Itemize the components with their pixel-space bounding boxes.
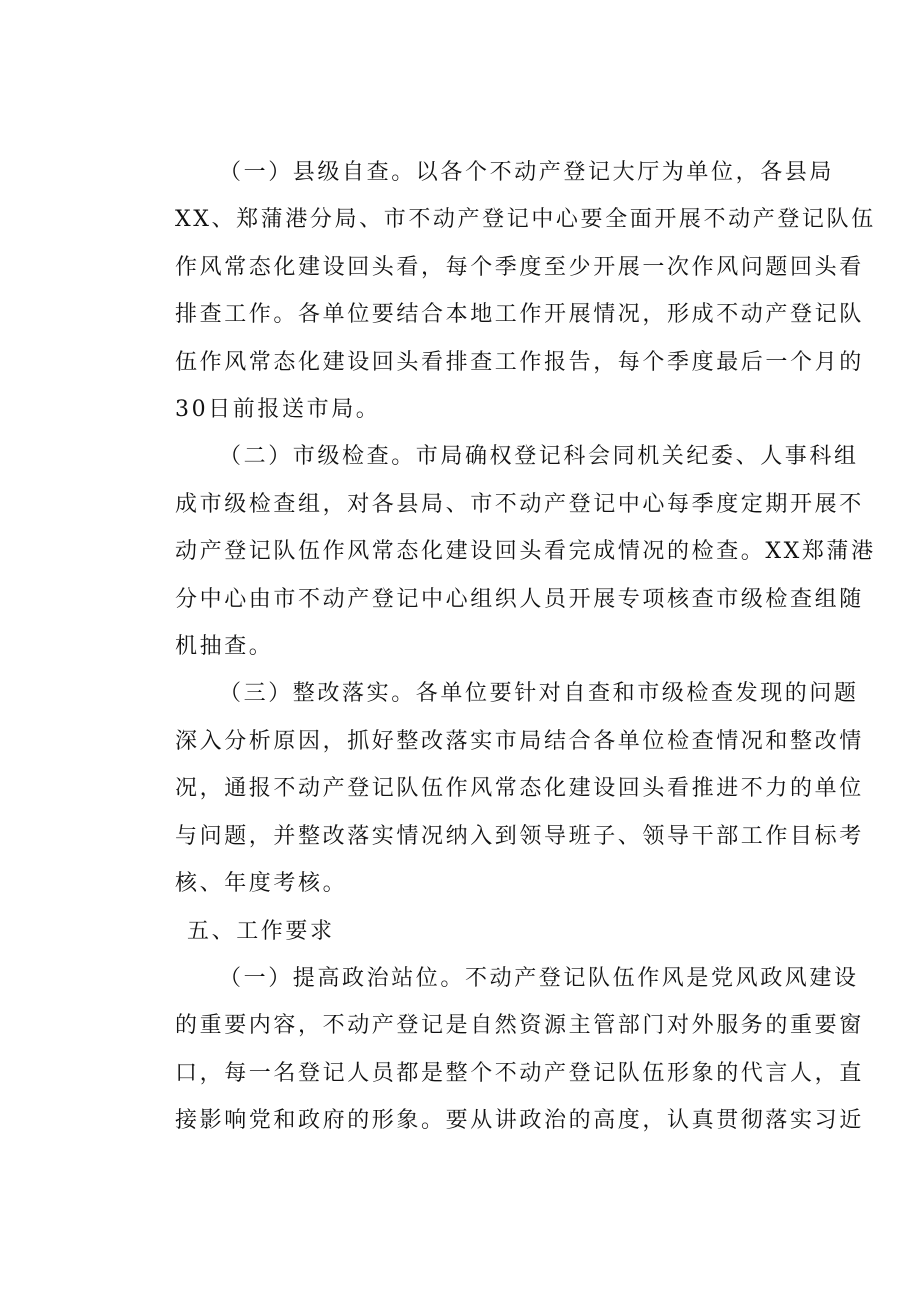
text-line: 核、年度考核。 [175,871,348,897]
text-line: 机抽查。 [175,634,274,660]
text-line: 口，每一名登记人员都是整个不动产登记队伍形象的代言人，直 [175,1060,864,1086]
text-line: 与问题，并整改落实情况纳入到领导班子、领导干部工作目标考 [175,823,864,849]
text-line: XX、郑蒲港分局、市不动产登记中心要全面开展不动产登记队伍 [175,207,876,233]
paragraph-political-stance [131,955,864,1145]
text-line: 深入分析原因，抓好整改落实市局结合各单位检查情况和整改情 [175,728,864,754]
text-line: 况，通报不动产登记队伍作风常态化建设回头看推进不力的单位 [175,776,864,802]
text-line: （一）提高政治站位。不动产登记队伍作风是党风政风建设 [219,965,859,991]
paragraph-city-inspection [131,433,876,670]
text-line: 分中心由市不动产登记中心组织人员开展专项核查市级检查组随 [175,586,864,612]
text-line: 成市级检查组，对各县局、市不动产登记中心每季度定期开展不 [175,491,864,517]
text-line: 30日前报送市局。 [175,397,381,423]
text-line: 动产登记队伍作风常态化建设回头看完成情况的检查。XX郑蒲港 [175,539,876,565]
text-line: （二）市级检查。市局确权登记科会同机关纪委、人事科组 [219,444,859,470]
paragraph-rectification [131,670,864,907]
text-line: 作风常态化建设回头看，每个季度至少开展一次作风问题回头看 [175,254,864,280]
text-line: 接影响党和政府的形象。要从讲政治的高度，认真贯彻落实习近 [175,1108,864,1134]
text-line: 排查工作。各单位要结合本地工作开展情况，形成不动产登记队 [175,302,864,328]
document-body [131,149,876,1145]
text-line: 的重要内容，不动产登记是自然资源主管部门对外服务的重要窗 [175,1013,864,1039]
text-line: （三）整改落实。各单位要针对自查和市级检查发现的问题 [219,681,859,707]
text-line: （一）县级自查。以各个不动产登记大厅为单位，各县局 [219,160,835,185]
section-heading: 五、工作要求 [187,918,335,944]
paragraph-county-self-check [131,149,876,433]
text-line: 伍作风常态化建设回头看排查工作报告，每个季度最后一个月的 [175,349,864,375]
